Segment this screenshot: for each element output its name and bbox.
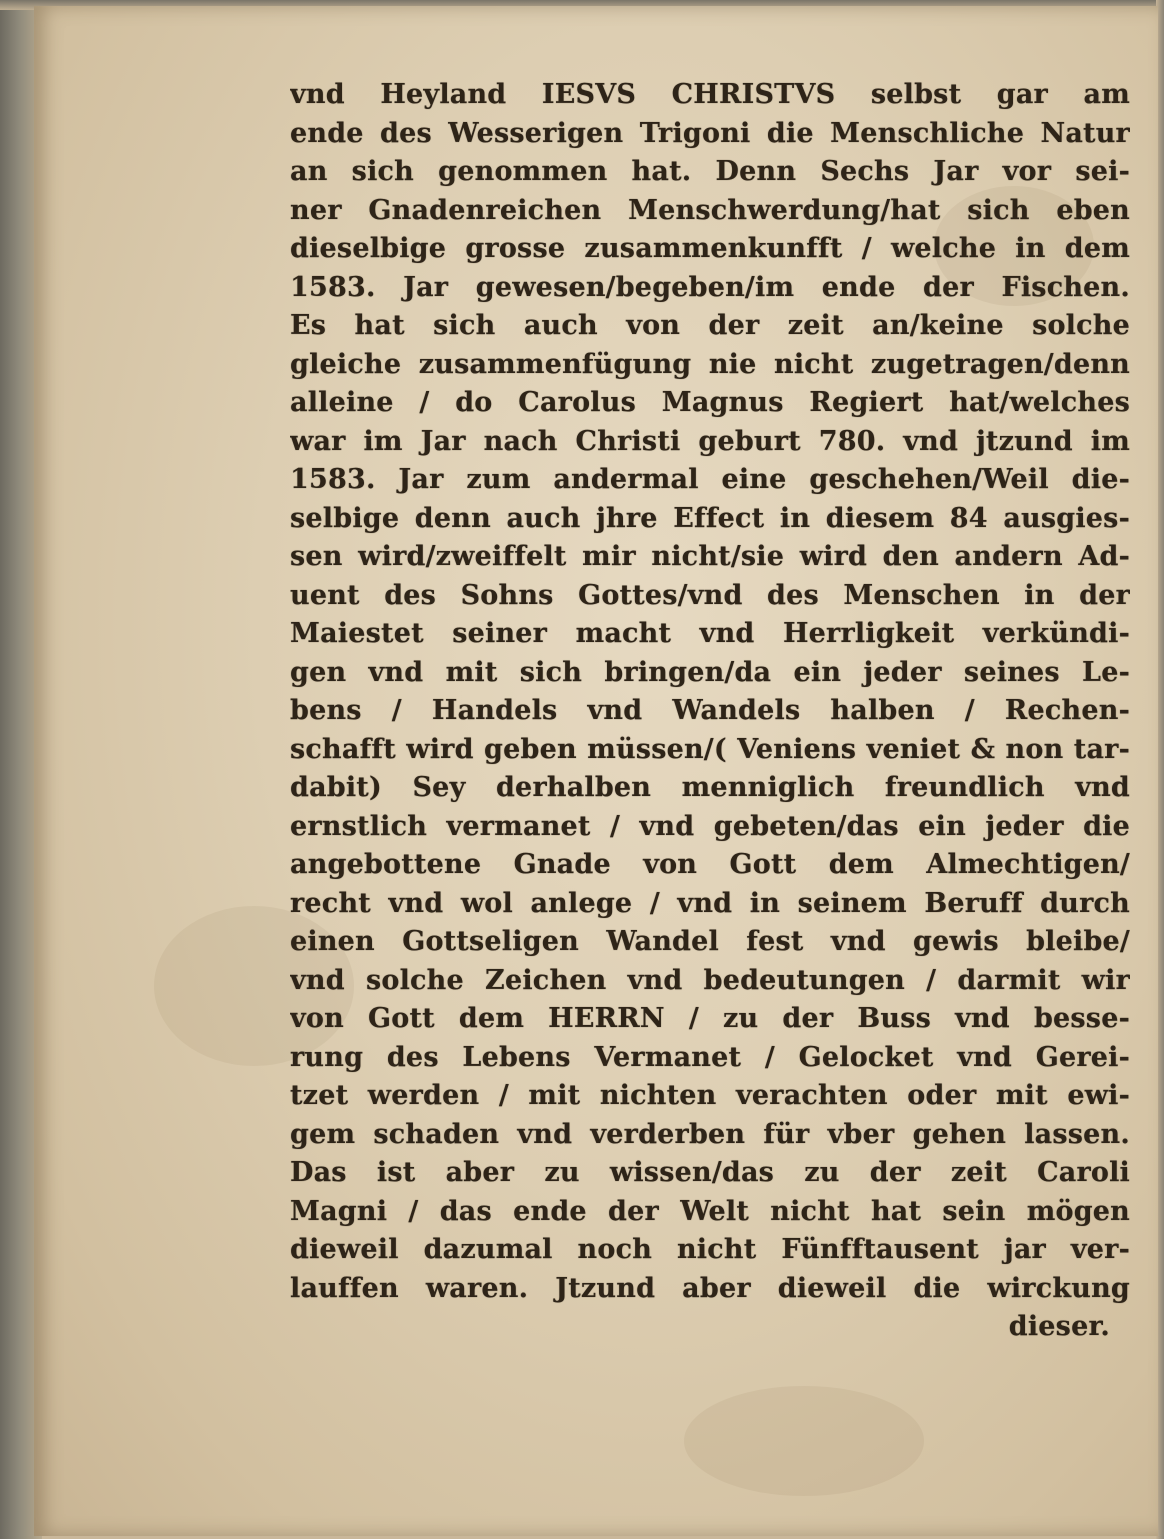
text-line: gleiche zusammenfügung nie nicht zugetragen/denn	[290, 348, 1130, 380]
text-line: war im Jar nach Christi geburt 780. vnd jtzund im	[290, 425, 1130, 457]
text-line: vnd Heyland IESVS CHRISTVS selbst gar am	[290, 79, 1130, 110]
text-line: von Gott dem HERRN / zu der Buss vnd besse-	[290, 1003, 1130, 1034]
text-line: einen Gottseligen Wandel fest vnd gewis bleibe/	[290, 926, 1130, 957]
text-line: tzet werden / mit nichten verachten oder mit ewi-	[290, 1080, 1130, 1111]
text-line: 1583. Jar gewesen/begeben/im ende der Fischen.	[290, 271, 1130, 303]
text-line: angebottene Gnade von Gott dem Almechtigen/	[290, 849, 1130, 880]
text-line: alleine / do Carolus Magnus Regiert hat/welches	[290, 387, 1130, 418]
text-line: ner Gnadenreichen Menschwerdung/hat sich eben	[290, 194, 1130, 226]
text-line: dieweil dazumal noch nicht Fünfftausent jar ver-	[290, 1234, 1130, 1265]
paper-page	[34, 6, 1158, 1536]
text-line: selbige denn auch jhre Effect in diesem 84 ausgies-	[290, 502, 1130, 534]
body-text	[290, 76, 1130, 1347]
text-line: recht vnd wol anlege / vnd in seinem Beruff durch	[290, 887, 1130, 919]
text-line: gen vnd mit sich bringen/da ein jeder seines Le-	[290, 656, 1130, 688]
text-line: gem schaden vnd verderben für vber gehen lassen.	[290, 1118, 1130, 1150]
text-line: vnd solche Zeichen vnd bedeutungen / darmit wir	[290, 964, 1130, 996]
paper-stain	[684, 1386, 924, 1496]
text-line: dabit) Sey derhalben menniglich freundlich vnd	[290, 772, 1130, 803]
text-line: Das ist aber zu wissen/das zu der zeit Caroli	[290, 1157, 1130, 1188]
text-line: bens / Handels vnd Wandels halben / Rechen-	[290, 695, 1130, 726]
text-line: Magni / das ende der Welt nicht hat sein mögen	[290, 1195, 1130, 1227]
text-line: uent des Sohns Gottes/vnd des Menschen in der	[290, 579, 1130, 611]
text-line: rung des Lebens Vermanet / Gelocket vnd Gerei-	[290, 1041, 1130, 1073]
text-line: dieselbige grosse zusammenkunfft / welche in dem	[290, 233, 1130, 264]
text-line: an sich genommen hat. Denn Sechs Jar vor sei-	[290, 156, 1130, 187]
text-line: ernstlich vermanet / vnd gebeten/das ein jeder die	[290, 810, 1130, 842]
text-line: ende des Wesserigen Trigoni die Menschliche Natur	[290, 117, 1130, 149]
text-line: lauffen waren. Jtzund aber dieweil die wirckung	[290, 1272, 1130, 1304]
text-line: Es hat sich auch von der zeit an/keine solche	[290, 310, 1130, 341]
catchword: dieser.	[1008, 1311, 1110, 1342]
text-line: Maiestet seiner macht vnd Herrligkeit verkündi-	[290, 618, 1130, 649]
text-line: 1583. Jar zum andermal eine geschehen/Weil die-	[290, 464, 1130, 495]
text-line: schafft wird geben müssen/( Veniens veniet & non tar-	[290, 733, 1130, 765]
text-line: sen wird/zweiffelt mir nicht/sie wird den andern Ad-	[290, 541, 1130, 572]
